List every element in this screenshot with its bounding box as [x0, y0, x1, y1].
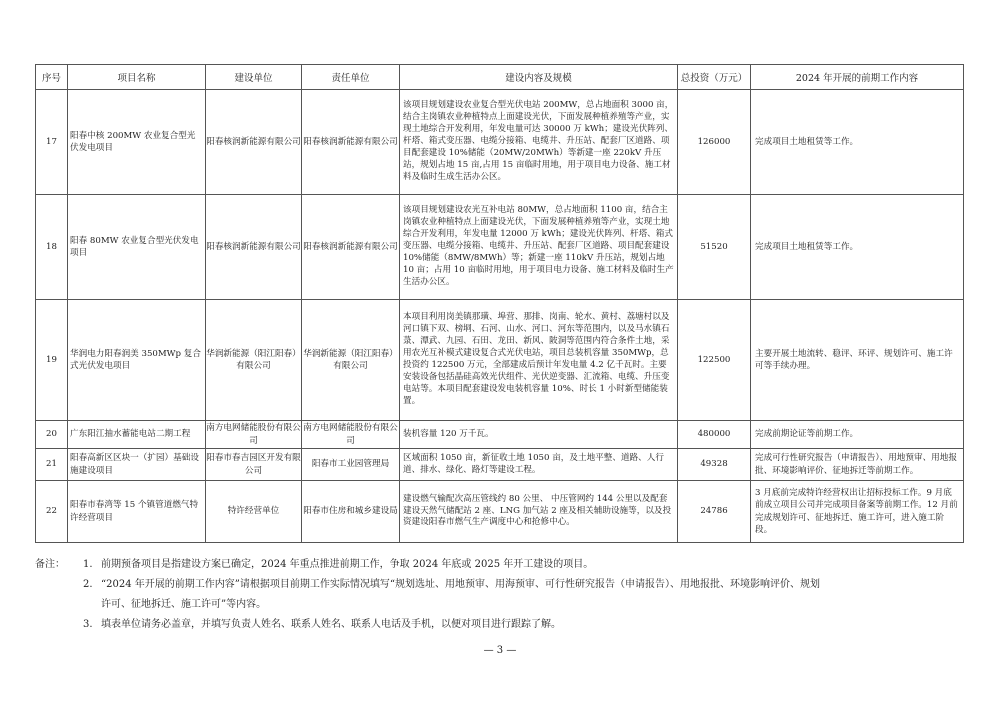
cell-prep-work: 完成前期论证等前期工作。 — [751, 421, 964, 449]
cell-builder: 阳春核润新能源有限公司 — [206, 90, 302, 195]
cell-investment: 480000 — [678, 421, 751, 449]
note-item-continuation — [35, 595, 965, 615]
note-item — [35, 555, 965, 575]
cell-investment: 24786 — [678, 481, 751, 543]
cell-prep-work: 完成项目土地租赁等工作。 — [751, 90, 964, 195]
note-number: 1. — [83, 559, 93, 570]
cell-responsible: 阳春核润新能源有限公司 — [302, 195, 400, 300]
cell-builder: 华润新能源（阳江阳春）有限公司 — [206, 300, 302, 421]
table-row — [36, 300, 964, 421]
table-row — [36, 195, 964, 300]
cell-no: 17 — [36, 90, 68, 195]
project-table-sheet — [35, 64, 963, 543]
table-row — [36, 90, 964, 195]
table-header-row — [36, 65, 964, 90]
header-no: 序号 — [36, 65, 68, 90]
cell-prep-work: 完成可行性研究报告（申请报告）、用地预审、用地报批、环境影响评价、征地拆迁等前期工作。 — [751, 449, 964, 481]
note-text: 前期预备项目是指建设方案已确定，2024 年重点推进前期工作，争取 2024 年底或 2025 年开工建设的项目。 — [101, 559, 594, 570]
cell-project-name: 华润电力阳春润美 350MWp 复合式光伏发电项目 — [68, 300, 206, 421]
cell-responsible: 阳春核润新能源有限公司 — [302, 90, 400, 195]
notes-heading: 备注： — [35, 559, 65, 570]
cell-project-name: 阳春市春湾等 15 个镇管道燃气特许经营项目 — [68, 481, 206, 543]
cell-project-name: 阳春高新区区块一（扩园）基础设施建设项目 — [68, 449, 206, 481]
note-number: 2. — [83, 579, 93, 590]
note-text: 填表单位请务必盖章，并填写负责人姓名、联系人姓名、联系人电话及手机，以便对项目进行跟踪了解。 — [101, 619, 561, 630]
cell-prep-work: 3 月底前完成特许经营权出让招标投标工作。9 月底前成立项目公司并完成项目备案等前期工作。12 月前完成规划许可、征地拆迁、施工许可，进入施工阶段。 — [751, 481, 964, 543]
cell-scope: 该项目规划建设农光互补电站 80MW，总占地面积 1100 亩，结合主岗镇农业种植特点上面建设光伏，下面发展种植养殖等产业，实现土地综合开发利用，年发电量 12000 万 kWh；建设光伏阵列、杆塔、箱式变压器、电缆分接箱、电缆井、升压站、配套厂区道路、项目配套建设 10%储能（8MW/8MWh）等；新建一座 110kV 升压站，规划占地 10 亩；占用 10 亩临时用地，用于项目电力设备、施工材料及临时生产生活办公区。 — [400, 195, 678, 300]
cell-responsible: 阳春市住房和城乡建设局 — [302, 481, 400, 543]
cell-builder: 阳春市春吉园区开发有限公司 — [206, 449, 302, 481]
cell-builder: 南方电网储能股份有限公司 — [206, 421, 302, 449]
header-builder: 建设单位 — [206, 65, 302, 90]
cell-builder: 阳春核润新能源有限公司 — [206, 195, 302, 300]
cell-scope: 本项目利用岗美镇那璜、埠营、那排、岗南、轮水、黄村、荔塘村以及河口镇下双、榜垌、石河、山水、河口、河东等范围内，以及马水镇石菉、潭武、九园、石田、龙田、新风、陂洞等范围内符合条件土地，采用农光互补模式建设复合式光伏电站，项目总装机容量 350MWp，总投资约 122500 万元，全部建成后预计年发电量 4.2 亿千瓦时。主要安装设备包括晶硅高效光伏组件、光伏逆变器、汇流箱、电缆、升压变电站等。本项目配套建设发电装机容量 10%、时长 1 小时新型储能装置。 — [400, 300, 678, 421]
header-responsible: 责任单位 — [302, 65, 400, 90]
cell-investment: 126000 — [678, 90, 751, 195]
cell-scope: 建设燃气输配次高压管线约 80 公里、 中压管网约 144 公里以及配套建设天然气储配站 2 座、LNG 加气站 2 座及相关辅助设施等，以及投资建设阳春市燃气生产调度中心和抢修中心。 — [400, 481, 678, 543]
cell-scope: 装机容量 120 万千瓦。 — [400, 421, 678, 449]
cell-no: 21 — [36, 449, 68, 481]
cell-prep-work: 完成项目土地租赁等工作。 — [751, 195, 964, 300]
header-investment: 总投资（万元） — [678, 65, 751, 90]
note-text: “2024 年开展的前期工作内容”请根据项目前期工作实际情况填写“规划选址、用地预审、用海预审、可行性研究报告（申请报告）、用地报批、环境影响评价、规划 — [101, 579, 820, 590]
notes-section — [35, 555, 965, 635]
cell-no: 20 — [36, 421, 68, 449]
cell-project-name: 阳春 80MW 农业复合型光伏发电项目 — [68, 195, 206, 300]
header-scope: 建设内容及规模 — [400, 65, 678, 90]
cell-project-name: 阳春中核 200MW 农业复合型光伏发电项目 — [68, 90, 206, 195]
note-text-continuation: 许可、征地拆迁、施工许可”等内容。 — [101, 599, 267, 610]
project-table — [35, 64, 964, 543]
note-item — [35, 615, 965, 635]
cell-prep-work: 主要开展土地流转、稳评、环评、规划许可、施工许可等手续办理。 — [751, 300, 964, 421]
page-number: — 3 — — [483, 645, 517, 656]
table-row — [36, 449, 964, 481]
cell-responsible: 华润新能源（阳江阳春）有限公司 — [302, 300, 400, 421]
header-prep-work: 2024 年开展的前期工作内容 — [751, 65, 964, 90]
header-project-name: 项目名称 — [68, 65, 206, 90]
cell-scope: 该项目规划建设农业复合型光伏电站 200MW，总占地面积 3000 亩，结合主岗镇农业种植特点上面建设光伏，下面发展种植养殖等产业，实现土地综合开发利用，年发电量可达 30000 万 kWh；建设光伏阵列、杆塔、箱式变压器、电缆分接箱、电缆井、升压站、配套厂区道路、项目配套建设 10%储能（20MW/20MWh）等新建一座 220kV 升压站，规划占地 15 亩,占用 15 亩临时用地，用于项目电力设备、施工材料及临时生成生活办公区。 — [400, 90, 678, 195]
cell-investment: 51520 — [678, 195, 751, 300]
cell-builder: 特许经营单位 — [206, 481, 302, 543]
cell-responsible: 南方电网储能股份有限公司 — [302, 421, 400, 449]
cell-no: 22 — [36, 481, 68, 543]
cell-responsible: 阳春市工业园管理局 — [302, 449, 400, 481]
cell-investment: 122500 — [678, 300, 751, 421]
note-number: 3. — [83, 619, 93, 630]
note-item — [35, 575, 965, 595]
cell-no: 19 — [36, 300, 68, 421]
table-row — [36, 421, 964, 449]
table-row — [36, 481, 964, 543]
cell-investment: 49328 — [678, 449, 751, 481]
cell-no: 18 — [36, 195, 68, 300]
cell-project-name: 广东阳江抽水蓄能电站二期工程 — [68, 421, 206, 449]
cell-scope: 区域面积 1050 亩，新征收土地 1050 亩，及土地平整、道路、人行道、排水、绿化、路灯等建设工程。 — [400, 449, 678, 481]
